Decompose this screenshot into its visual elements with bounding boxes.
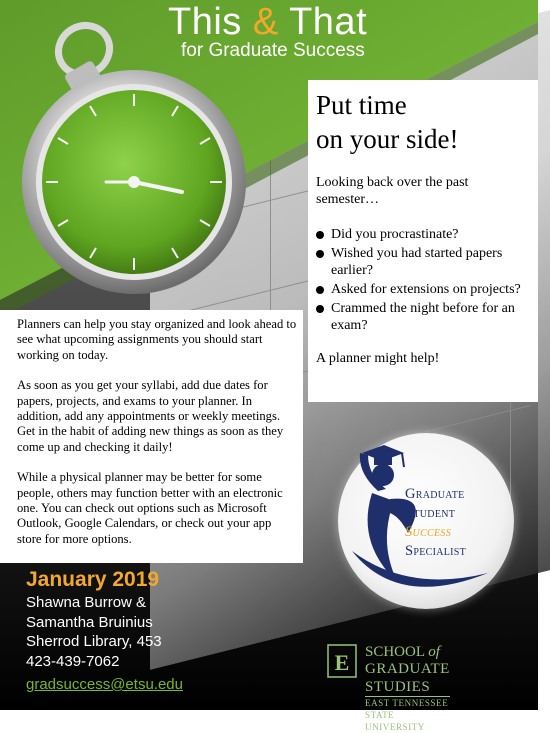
- contact-line: Shawna Burrow &: [26, 594, 147, 611]
- tips-paragraph: As soon as you get your syllabi, add due dates for papers, projects, and exams to your planner. In addition, add any appointments or weekly meetings. Get in the habit of adding new things as soon as they come up and checking it daily!: [17, 378, 284, 454]
- school-line: GRADUATE STUDIES: [365, 661, 450, 695]
- tips-paragraph: While a physical planner may be better for some people, others may function better with an electronic one. You can check out options such as Microsoft Outlook, Google Calendars, or check out your app store for more options.: [17, 470, 283, 546]
- issue-date: January 2019: [26, 568, 160, 591]
- planner-tips-panel: [0, 310, 303, 563]
- panel-intro: Looking back over the past semester…: [316, 175, 469, 207]
- list-item: Did you procrastinate?: [316, 226, 534, 243]
- tips-paragraph: Planners can help you stay organized and look ahead to see what upcoming assignments you should start working on today.: [17, 317, 297, 362]
- contact-phone: 423-439-7062: [26, 652, 120, 670]
- panel-closing: A planner might help!: [316, 351, 440, 366]
- email-link[interactable]: gradsuccess@etsu.edu: [26, 676, 183, 693]
- university-name: EAST TENNESSEE STATE UNIVERSITY: [365, 698, 449, 732]
- contact-info: [26, 567, 183, 696]
- contact-line: Sherrod Library, 453: [26, 633, 162, 650]
- question-list: [316, 226, 534, 334]
- list-item: Wished you had started papers earlier?: [316, 245, 534, 279]
- school-line: SCHOOL of: [365, 644, 440, 660]
- svg-text:E: E: [334, 650, 350, 675]
- list-item: Crammed the night before for an exam?: [316, 300, 534, 334]
- list-item: Asked for extensions on projects?: [316, 281, 534, 298]
- graduate-success-specialist-badge: [338, 433, 514, 609]
- flyer-subtitle: for Graduate Success: [181, 40, 365, 61]
- contact-line: Samantha Bruinius: [26, 613, 153, 631]
- panel-heading: Put time on your side!: [316, 90, 459, 154]
- badge-title: Graduate Student Success Specialist: [405, 486, 467, 559]
- etsu-shield-icon: [327, 644, 357, 678]
- time-panel: [308, 80, 538, 402]
- flyer-title: This & That: [168, 1, 368, 43]
